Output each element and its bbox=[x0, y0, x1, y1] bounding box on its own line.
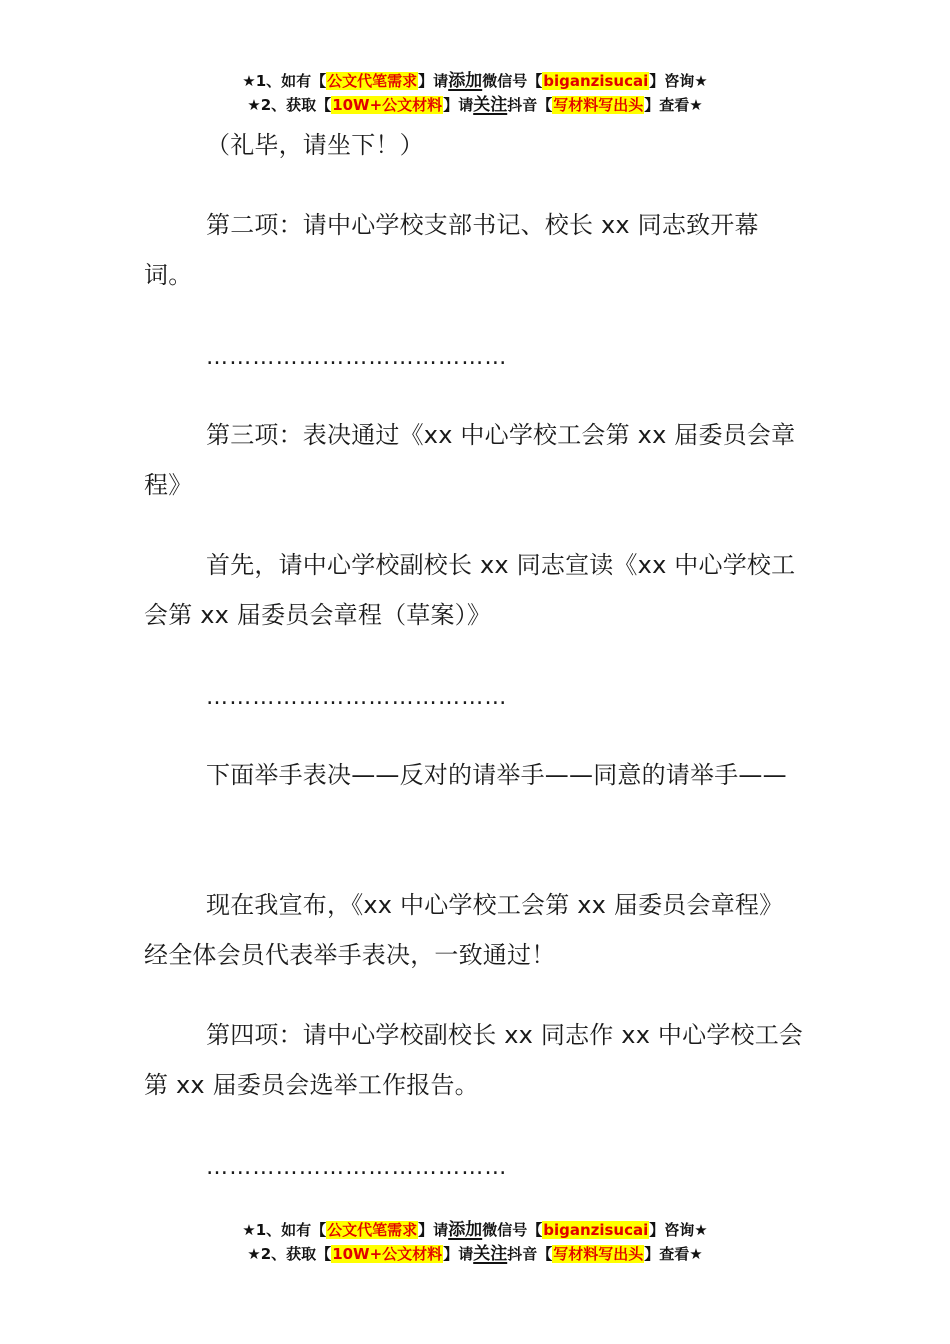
emphasis-add: 添加 bbox=[448, 1220, 483, 1240]
header-banner bbox=[0, 69, 950, 117]
ellipsis-divider: ………………………………… bbox=[206, 345, 508, 370]
highlight-materials: 10W+公文材料 bbox=[332, 1245, 443, 1263]
highlight-service: 公文代笔需求 bbox=[327, 1221, 418, 1239]
emphasis-add: 添加 bbox=[448, 71, 483, 91]
highlight-materials: 10W+公文材料 bbox=[332, 96, 443, 114]
paragraph-item-three: 第三项：表决通过《xx 中心学校工会第 xx 届委员会章程》 bbox=[144, 421, 796, 499]
paragraph-announcement: 现在我宣布，《xx 中心学校工会第 xx 届委员会章程》经全体会员代表举手表决，一致通过！ bbox=[144, 891, 784, 969]
highlight-douyin: 写材料写出头 bbox=[553, 1245, 644, 1263]
paragraph-item-two: 第二项：请中心学校支部书记、校长 xx 同志致开幕词。 bbox=[144, 211, 759, 289]
highlight-service: 公文代笔需求 bbox=[327, 72, 418, 90]
paragraph-salute-done: （礼毕，请坐下！） bbox=[206, 131, 424, 159]
highlight-wechat-id: biganzisucai bbox=[543, 72, 649, 90]
banner-line-2: ★2、获取【10W+公文材料】请关注抖音【写材料写出头】查看★ bbox=[247, 1244, 703, 1264]
ellipsis-divider: ………………………………… bbox=[206, 685, 508, 710]
banner-line-1: ★1、如有【公文代笔需求】请添加微信号【biganzisucai】咨询★ bbox=[242, 1220, 708, 1240]
banner-line-1: ★1、如有【公文代笔需求】请添加微信号【biganzisucai】咨询★ bbox=[242, 71, 708, 91]
ellipsis-divider: ………………………………… bbox=[206, 1155, 508, 1180]
emphasis-follow: 关注 bbox=[473, 1244, 508, 1264]
highlight-wechat-id: biganzisucai bbox=[543, 1221, 649, 1239]
paragraph-item-four: 第四项：请中心学校副校长 xx 同志作 xx 中心学校工会第 xx 届委员会选举工作报告。 bbox=[144, 1021, 804, 1099]
emphasis-follow: 关注 bbox=[473, 95, 508, 115]
paragraph-read-charter: 首先，请中心学校副校长 xx 同志宣读《xx 中心学校工会第 xx 届委员会章程（草案）》 bbox=[144, 551, 796, 629]
footer-banner bbox=[0, 1218, 950, 1266]
paragraph-show-of-hands: 下面举手表决——反对的请举手——同意的请举手—— bbox=[206, 761, 787, 789]
banner-line-2: ★2、获取【10W+公文材料】请关注抖音【写材料写出头】查看★ bbox=[247, 95, 703, 115]
highlight-douyin: 写材料写出头 bbox=[553, 96, 644, 114]
